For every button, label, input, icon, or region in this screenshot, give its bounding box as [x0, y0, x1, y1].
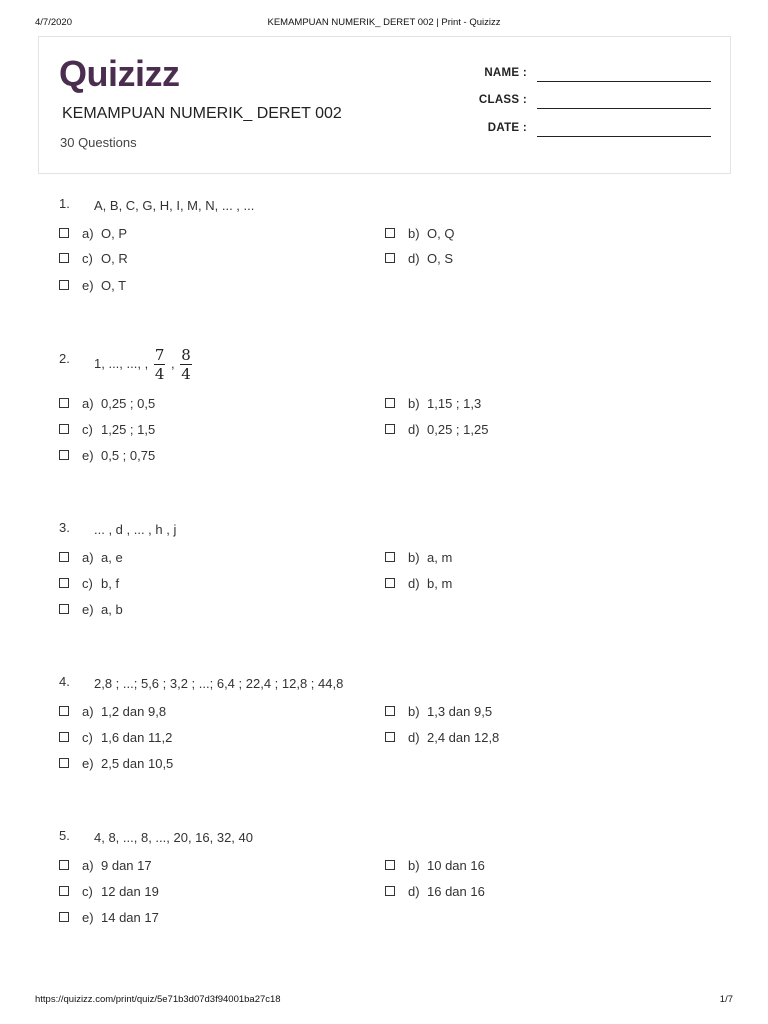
- option-text: 9 dan 17: [101, 858, 152, 873]
- option-text: 14 dan 17: [101, 910, 159, 925]
- question-number: 5.: [59, 828, 70, 843]
- option-letter: e): [82, 756, 94, 771]
- option-text: O, Q: [427, 226, 455, 241]
- option-text: 10 dan 16: [427, 858, 485, 873]
- checkbox[interactable]: [385, 424, 395, 434]
- option-letter: e): [82, 910, 94, 925]
- option-text: 1,15 ; 1,3: [427, 396, 482, 411]
- date-line[interactable]: [537, 136, 711, 137]
- question-text: 1, ..., ..., ,: [94, 355, 149, 371]
- print-date: 4/7/2020: [35, 17, 72, 28]
- logo-text: Quizizz: [59, 55, 180, 94]
- date-field[interactable]: [459, 122, 711, 140]
- option-text: O, S: [427, 251, 454, 266]
- question-number: 1.: [59, 196, 70, 211]
- quiz-title: KEMAMPUAN NUMERIK_ DERET 002: [62, 105, 342, 122]
- option-text: 1,3 dan 9,5: [427, 704, 493, 719]
- option-letter: b): [408, 858, 420, 873]
- option-text: 1,2 dan 9,8: [101, 704, 167, 719]
- checkbox[interactable]: [59, 578, 69, 588]
- checkbox[interactable]: [385, 732, 395, 742]
- option-text: a, b: [101, 602, 123, 617]
- option-letter: c): [82, 251, 93, 266]
- print-url: https://quizizz.com/print/quiz/5e71b3d07d3f94001ba27c18: [35, 994, 281, 1005]
- checkbox[interactable]: [59, 398, 69, 408]
- print-footer: [0, 994, 768, 1008]
- name-line[interactable]: [537, 81, 711, 82]
- option-letter: d): [408, 884, 420, 899]
- checkbox[interactable]: [385, 578, 395, 588]
- checkbox[interactable]: [385, 552, 395, 562]
- option-letter: a): [82, 704, 94, 719]
- option-text: b, m: [427, 576, 453, 591]
- checkbox[interactable]: [59, 706, 69, 716]
- option-text: 0,5 ; 0,75: [101, 448, 156, 463]
- option-text: 2,5 dan 10,5: [101, 756, 174, 771]
- quiz-header-card: [38, 36, 731, 174]
- option-text: 16 dan 16: [427, 884, 485, 899]
- page-number: 1/7: [719, 994, 733, 1005]
- option-text: 2,4 dan 12,8: [427, 730, 500, 745]
- option-text: 1,6 dan 11,2: [101, 730, 173, 745]
- question-text: A, B, C, G, H, I, M, N, ... , ...: [94, 198, 255, 213]
- option-letter: b): [408, 226, 420, 241]
- quizizz-logo: [59, 55, 195, 95]
- checkbox[interactable]: [59, 424, 69, 434]
- class-line[interactable]: [537, 108, 711, 109]
- option-letter: d): [408, 576, 420, 591]
- option-text: 12 dan 19: [101, 884, 159, 899]
- name-label: NAME :: [484, 67, 527, 79]
- option-letter: a): [82, 226, 94, 241]
- quizizz-logo-mark: [59, 55, 195, 95]
- checkbox[interactable]: [385, 398, 395, 408]
- checkbox[interactable]: [59, 758, 69, 768]
- option-letter: a): [82, 858, 94, 873]
- question-number: 3.: [59, 520, 70, 535]
- option-text: 1,25 ; 1,5: [101, 422, 156, 437]
- question-text: 4, 8, ..., 8, ..., 20, 16, 32, 40: [94, 830, 253, 845]
- option-letter: e): [82, 278, 94, 293]
- question-count: 30 Questions: [60, 135, 137, 150]
- checkbox[interactable]: [385, 253, 395, 263]
- class-label: CLASS :: [478, 94, 527, 106]
- name-field[interactable]: [459, 67, 711, 85]
- option-letter: c): [82, 576, 93, 591]
- fraction-numerator: 7: [154, 346, 165, 364]
- option-text: a, e: [101, 550, 123, 565]
- option-text: a, m: [427, 550, 453, 565]
- question-text: 2,8 ; ...; 5,6 ; 3,2 ; ...; 6,4 ; 22,4 ; 12,8 ; 44,8: [94, 676, 344, 691]
- option-letter: c): [82, 730, 93, 745]
- print-header: [0, 17, 768, 31]
- option-text: O, T: [101, 278, 127, 293]
- class-field[interactable]: [459, 94, 711, 112]
- fraction-8-4: [180, 347, 192, 382]
- checkbox[interactable]: [385, 706, 395, 716]
- option-letter: d): [408, 422, 420, 437]
- checkbox[interactable]: [59, 280, 69, 290]
- fraction-denominator: 4: [181, 365, 191, 383]
- fraction-7-4: [154, 347, 166, 382]
- option-text: 0,25 ; 1,25: [427, 422, 489, 437]
- option-letter: b): [408, 704, 420, 719]
- fraction-denominator: 4: [154, 365, 165, 383]
- checkbox[interactable]: [59, 253, 69, 263]
- checkbox[interactable]: [59, 228, 69, 238]
- print-page-title: KEMAMPUAN NUMERIK_ DERET 002 | Print - Quizizz: [267, 17, 501, 28]
- question-text-with-fractions: [94, 347, 194, 382]
- option-letter: a): [82, 396, 94, 411]
- option-text: O, R: [101, 251, 128, 266]
- question-text: ... , d , ... , h , j: [94, 522, 177, 537]
- option-letter: e): [82, 602, 94, 617]
- option-text: O, P: [101, 226, 128, 241]
- fraction-numerator: 8: [181, 346, 191, 364]
- option-text: 0,25 ; 0,5: [101, 396, 156, 411]
- checkbox[interactable]: [59, 450, 69, 460]
- checkbox[interactable]: [385, 860, 395, 870]
- checkbox[interactable]: [59, 732, 69, 742]
- option-letter: d): [408, 730, 420, 745]
- checkbox[interactable]: [385, 886, 395, 896]
- checkbox[interactable]: [59, 912, 69, 922]
- checkbox[interactable]: [59, 604, 69, 614]
- checkbox[interactable]: [385, 228, 395, 238]
- option-letter: e): [82, 448, 94, 463]
- option-letter: b): [408, 550, 420, 565]
- checkbox[interactable]: [59, 552, 69, 562]
- option-text: b, f: [101, 576, 120, 591]
- option-letter: c): [82, 884, 93, 899]
- question-number: 2.: [59, 351, 70, 366]
- option-letter: b): [408, 396, 420, 411]
- option-letter: c): [82, 422, 93, 437]
- option-letter: a): [82, 550, 94, 565]
- option-letter: d): [408, 251, 420, 266]
- checkbox[interactable]: [59, 886, 69, 896]
- fraction-separator: ,: [170, 355, 175, 371]
- question-number: 4.: [59, 674, 70, 689]
- date-label: DATE :: [487, 122, 527, 134]
- checkbox[interactable]: [59, 860, 69, 870]
